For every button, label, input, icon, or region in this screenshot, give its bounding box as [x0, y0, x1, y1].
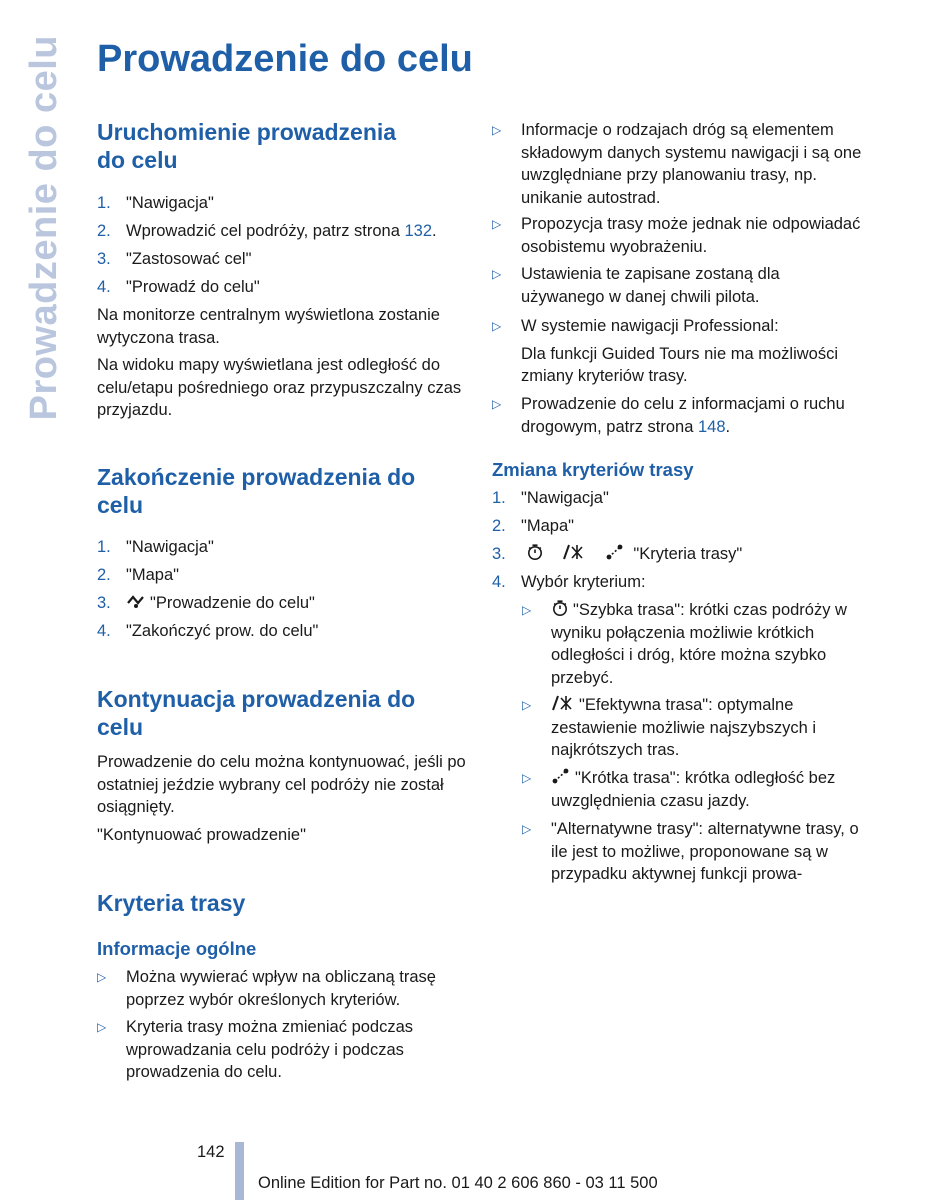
paragraph: "Kontynuować prowadzenie" — [97, 826, 306, 844]
list-item: 4. Wybór kryterium: — [492, 573, 646, 591]
list-item: 1. "Nawigacja" — [97, 194, 214, 212]
list-item: 4. "Zakończyć prow. do celu" — [97, 622, 319, 640]
subheading-change-criteria: Zmiana kryteriów trasy — [492, 459, 694, 480]
page-title: Prowadzenie do celu — [97, 38, 473, 80]
page-link-132[interactable]: 132 — [404, 222, 433, 240]
list-item: 3. "Zastosować cel" — [97, 250, 252, 268]
side-section-title-text: Prowadzenie do celu — [22, 34, 65, 420]
short-route-icon — [605, 543, 625, 561]
section-heading-start-guidance: Uruchomienie prowadzenia do celu — [97, 119, 397, 173]
route-guidance-icon — [126, 594, 146, 610]
sub-bullet-item: ▷ "Szybka trasa": krótki czas podróży w wyniku połączenia możliwie krótkich odległości i dróg, które można szybko przebyć. — [522, 601, 847, 687]
page-number: 142 — [197, 1143, 225, 1161]
section-heading-route-criteria: Kryteria trasy — [97, 890, 246, 916]
bullet-item: ▷ Kryteria trasy można zmieniać podczas wprowadzania celu podróży i podczas prowadzenia do celu. — [97, 1018, 414, 1081]
list-item: 3. "Kryteria trasy" — [492, 545, 743, 563]
list-item: 2. "Mapa" — [492, 517, 574, 535]
footer-bar — [235, 1142, 244, 1200]
sub-bullet-item: ▷ "Krótka trasa": krótka odległość bez uwzględnienia czasu jazdy. — [522, 769, 836, 810]
section-heading-continue-guidance: Kontynuacja prowadzenia do celu — [97, 686, 416, 740]
paragraph: Na widoku mapy wyświetlana jest odległość do celu/etapu pośredniego oraz przypuszczalny czas przyjazdu. — [97, 356, 462, 419]
stopwatch-icon — [526, 543, 544, 561]
section-heading-end-guidance: Zakończenie prowadzenia do celu — [97, 464, 416, 518]
sub-bullet-item: ▷ "Efektywna trasa": optymalne zestawienie możliwie najszybszych i najkrótszych tras. — [522, 696, 817, 759]
list-item: 3. "Prowadzenie do celu" — [97, 594, 315, 612]
efficient-route-icon — [562, 543, 586, 561]
sub-bullet-item: ▷ "Alternatywne trasy": alternatywne trasy, o ile jest to możliwe, proponowane są w przypadku aktywnej funkcji prowa- — [522, 820, 859, 883]
list-item: 1. "Nawigacja" — [97, 538, 214, 556]
stopwatch-icon — [551, 599, 569, 617]
bullet-item: ▷ Ustawienia te zapisane zostaną dla używanego w danej chwili pilota. — [492, 265, 780, 306]
efficient-route-icon — [551, 694, 575, 712]
bullet-item: ▷ Propozycja trasy może jednak nie odpowiadać osobistemu wyobrażeniu. — [492, 215, 861, 256]
side-section-title — [18, 34, 70, 420]
bullet-item: ▷ Prowadzenie do celu z informacjami o ruchu drogowym, patrz strona 148. — [492, 395, 845, 436]
subheading-general-info: Informacje ogólne — [97, 938, 257, 959]
list-item: 4. "Prowadź do celu" — [97, 278, 260, 296]
bullet-item: ▷ Można wywierać wpływ na obliczaną trasę poprzez wybór określonych kryteriów. — [97, 968, 436, 1009]
bullet-item: ▷ Informacje o rodzajach dróg są elementem składowym danych systemu nawigacji i są one uwzględniane przy planowaniu trasy, np. unikanie autostrad. — [492, 121, 862, 207]
footer-edition-text: Online Edition for Part no. 01 40 2 606 860 - 03 11 500 — [258, 1174, 658, 1192]
list-item: 1. "Nawigacja" — [492, 489, 609, 507]
paragraph: Prowadzenie do celu można kontynuować, jeśli po ostatniej jeździe wybrany cel podróży nie został osiągnięty. — [97, 753, 466, 816]
short-route-icon — [551, 767, 571, 785]
list-item: 2. Wprowadzić cel podróży, patrz strona 132. — [97, 222, 437, 240]
paragraph: Na monitorze centralnym wyświetlona zostanie wytyczona trasa. — [97, 306, 440, 347]
page-link-148[interactable]: 148 — [698, 417, 726, 436]
bullet-item: ▷ W systemie nawigacji Professional: Dla funkcji Guided Tours nie ma możliwości zmiany kryteriów trasy. — [492, 317, 838, 385]
list-item: 2. "Mapa" — [97, 566, 179, 584]
